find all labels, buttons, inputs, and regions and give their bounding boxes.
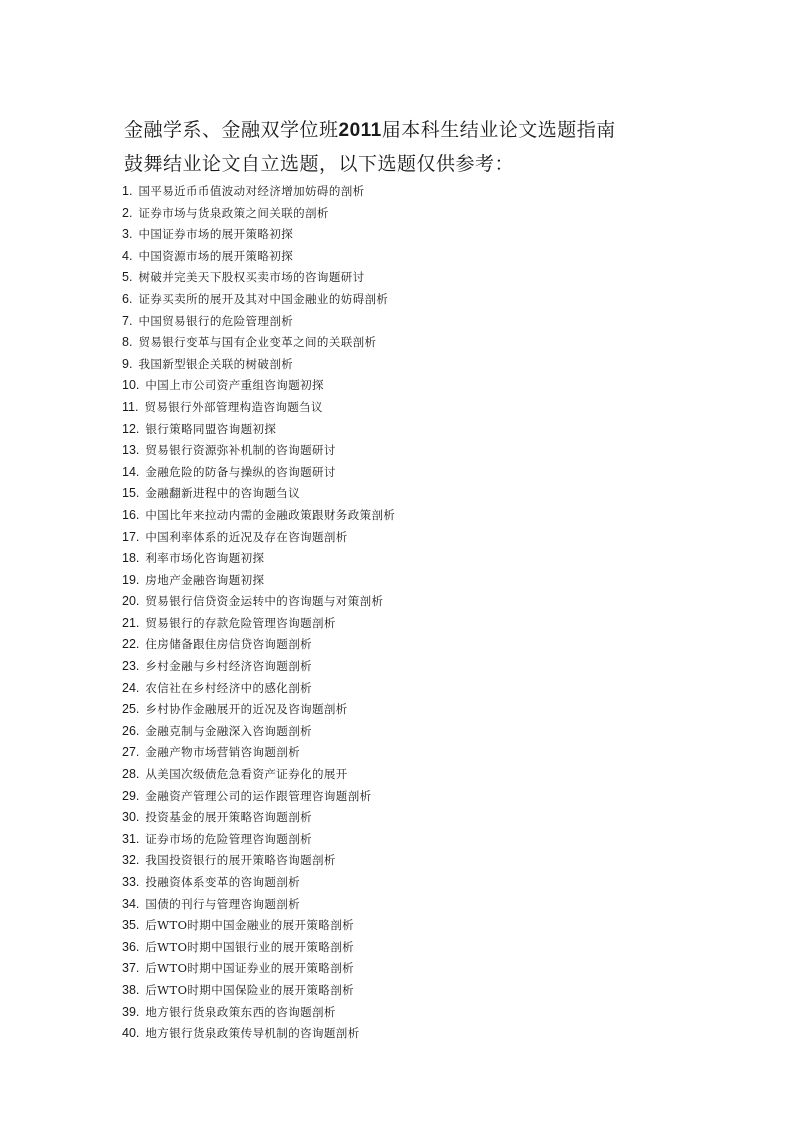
topic-text: 中国证券市场的展开策略初探 [138,227,294,242]
title-suffix: 届本科生结业论文选题指南 [381,119,616,141]
topic-number: 10. [122,378,140,393]
topic-number: 15. [122,486,140,501]
topic-text: 国债的刊行与管理咨询题剖析 [145,896,301,911]
list-item [122,699,395,721]
topic-number: 12. [122,421,140,436]
topic-text: 住房储备跟住房信贷咨询题剖析 [145,637,312,652]
title-year: 2011 [338,120,382,141]
list-item [122,678,395,700]
list-item [122,203,395,225]
topic-number: 39. [122,1004,140,1019]
list-item [122,958,395,980]
topic-text: 银行策略同盟咨询题初探 [145,421,277,436]
topic-number: 11. [122,399,139,414]
topic-number: 19. [122,572,140,587]
topic-text: 国平易近币币值波动对经济增加妨碍的剖析 [138,184,365,198]
topic-text: 中国上市公司资产重组咨询题初探 [145,378,324,393]
topic-number: 22. [122,637,140,652]
topic-text: 农信社在乡村经济中的感化剖析 [145,680,312,695]
topic-text: 我国新型银企关联的树破剖析 [138,356,294,371]
topic-text: 贸易银行的存款危险管理咨询题剖析 [145,615,336,630]
topic-number: 8. [122,335,133,350]
topic-number: 17. [122,529,140,544]
topic-text: 乡村协作金融展开的近况及咨询题剖析 [145,702,348,717]
topic-text: 贸易银行变革与国有企业变革之间的关联剖析 [138,335,377,350]
list-item [122,1002,395,1024]
list-item [122,937,395,959]
topic-number: 31. [122,831,140,846]
list-item [122,850,395,872]
topic-text: 证券买卖所的展开及其对中国金融业的妨碍剖析 [138,291,389,306]
topic-text: 中国资源市场的展开策略初探 [138,248,294,263]
topic-number: 29. [122,788,140,803]
topic-text: 中国利率体系的近况及存在咨询题剖析 [145,529,348,544]
topic-number: 28. [122,767,140,782]
topic-number: 30. [122,810,140,825]
list-item [122,721,395,743]
list-item [122,807,395,829]
topic-number: 34. [122,896,140,911]
topic-number: 23. [122,659,140,674]
topic-text: 金融产物市场营销咨询题剖析 [145,745,301,760]
topic-number: 2. [122,205,133,220]
list-item [122,440,395,462]
topic-text: 投融资体系变革的咨询题剖析 [145,875,301,889]
topic-number: 36. [122,939,140,954]
topic-text: 利率市场化咨询题初探 [145,551,265,566]
topic-number: 18. [122,551,140,566]
list-item [122,527,395,549]
topic-text: 后WTO时期中国证券业的展开策略剖析 [145,961,355,976]
topic-number: 5. [122,270,133,285]
topic-text: 中国贸易银行的危险管理剖析 [138,313,294,328]
list-item [122,591,395,613]
topic-number: 24. [122,680,140,695]
topic-number: 26. [122,723,140,738]
topic-number: 14. [122,464,140,479]
topic-number: 33. [122,875,140,889]
list-item [122,634,395,656]
list-item [122,419,395,441]
list-item [122,915,395,937]
topic-text: 投资基金的展开策略咨询题剖析 [145,810,312,825]
topic-text: 贸易银行资源弥补机制的咨询题研讨 [145,443,336,458]
topic-text: 金融资产管理公司的运作跟管理咨询题剖析 [145,788,372,803]
list-item [122,570,395,592]
list-item [122,764,395,786]
topic-number: 27. [122,745,140,760]
list-item [122,354,395,376]
topic-number: 9. [122,356,133,371]
list-item [122,548,395,570]
topic-text: 证券市场的危险管理咨询题剖析 [145,831,312,846]
topic-number: 4. [122,248,133,263]
topic-number: 1. [122,184,133,198]
topic-number: 20. [122,594,140,609]
list-item [122,829,395,851]
topic-text: 后WTO时期中国金融业的展开策略剖析 [145,918,355,933]
title-prefix: 金融学系、金融双学位班 [124,119,339,141]
topic-number: 37. [122,961,140,976]
list-item [122,980,395,1002]
list-item [122,894,395,916]
topic-number: 13. [122,443,140,458]
topic-text: 我国投资银行的展开策略咨询题剖析 [145,853,336,868]
topic-number: 21. [122,615,140,630]
list-item [122,483,395,505]
list-item [122,289,395,311]
list-item [122,181,395,203]
list-item [122,786,395,808]
topic-number: 6. [122,291,133,306]
topic-number: 7. [122,313,133,328]
topic-number: 35. [122,918,140,933]
document-subtitle: 鼓舞结业论文自立选题，以下选题仅供参考： [124,153,515,175]
topic-text: 地方银行货泉政策传导机制的咨询题剖析 [145,1026,360,1041]
topic-number: 3. [122,227,133,242]
topic-text: 乡村金融与乡村经济咨询题剖析 [145,659,312,674]
topic-text: 后WTO时期中国保险业的展开策略剖析 [145,982,355,997]
topic-number: 32. [122,853,140,868]
list-item [122,397,395,419]
topic-text: 金融危险的防备与操纵的咨询题研讨 [145,464,336,479]
topic-text: 贸易银行信贷资金运转中的咨询题与对策剖析 [145,594,384,609]
topic-text: 金融克制与金融深入咨询题剖析 [145,723,312,738]
list-item [122,613,395,635]
list-item [122,332,395,354]
topic-text: 房地产金融咨询题初探 [145,572,265,587]
topic-number: 25. [122,702,140,717]
topic-text: 从美国次级债危急看资产证券化的展开 [145,767,348,782]
topic-text: 后WTO时期中国银行业的展开策略剖析 [145,939,355,954]
topic-text: 地方银行货泉政策东西的咨询题剖析 [145,1004,336,1019]
list-item [122,505,395,527]
topic-text: 证券市场与货泉政策之间关联的剖析 [138,205,329,220]
list-item [122,1023,395,1045]
topic-text: 贸易银行外部管理构造咨询题刍议 [144,399,323,414]
topic-text: 树破并完美天下股权买卖市场的咨询题研讨 [138,270,365,285]
list-item [122,656,395,678]
list-item [122,224,395,246]
topic-text: 中国比年来拉动内需的金融政策跟财务政策剖析 [145,507,396,522]
list-item [122,246,395,268]
list-item [122,375,395,397]
list-item [122,872,395,894]
list-item [122,267,395,289]
topic-text: 金融翻新进程中的咨询题刍议 [145,486,301,501]
topic-list [122,181,395,1045]
list-item [122,742,395,764]
topic-number: 40. [122,1026,140,1041]
document-title [124,116,616,145]
topic-number: 16. [122,507,140,522]
list-item [122,311,395,333]
list-item [122,462,395,484]
topic-number: 38. [122,982,140,997]
